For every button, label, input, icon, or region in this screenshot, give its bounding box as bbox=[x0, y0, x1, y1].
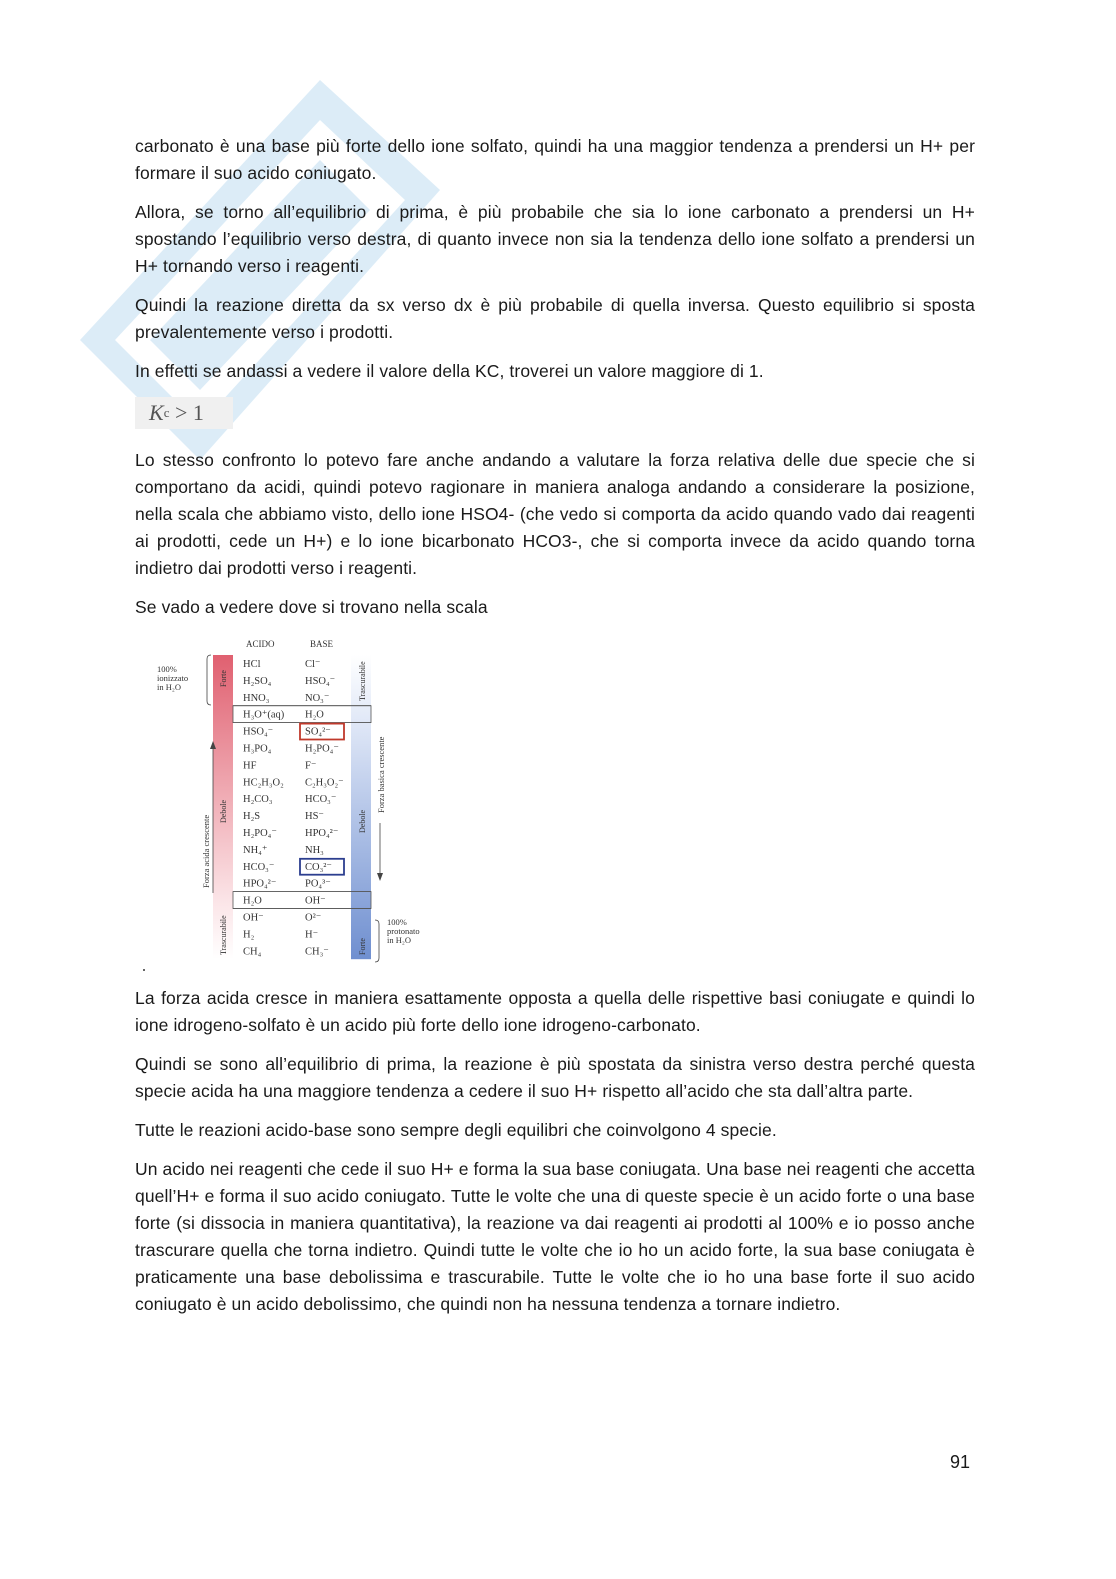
base-species: H₂PO₄⁻ bbox=[305, 743, 339, 755]
acid-base-scale-figure bbox=[143, 633, 443, 971]
acid-species: H₂ bbox=[243, 929, 255, 941]
paragraph: Quindi se sono all’equilibrio di prima, la reazione è più spostata da sinistra verso destra perché questa specie acida ha una maggiore tendenza a cedere il suo H+ rispetto all’acido che sta dall’altra parte. bbox=[135, 1054, 975, 1101]
figure-caption-dot bbox=[143, 969, 145, 971]
acid-weak-label: Debole bbox=[219, 799, 228, 823]
acid-species: HNO₃ bbox=[243, 692, 270, 704]
acid-species: H₂S bbox=[243, 811, 261, 823]
base-negligible-label: Trascurabile bbox=[358, 661, 367, 701]
left-note-line: ionizzato bbox=[157, 673, 189, 683]
paragraph: Se vado a vedere dove si trovano nella scala bbox=[135, 597, 488, 617]
right-brace bbox=[375, 920, 379, 962]
paragraph: La forza acida cresce in maniera esattamente opposta a quella delle rispettive basi coniugate e quindi lo ione idrogeno-solfato è un acido più forte dello ione idrogeno-carbonato. bbox=[135, 988, 975, 1035]
base-species: HSO₄⁻ bbox=[305, 675, 336, 687]
acid-species: HCl bbox=[243, 659, 261, 670]
base-strong-label: Forte bbox=[358, 938, 367, 955]
base-arrow-head bbox=[377, 873, 383, 881]
acid-species: H₂PO₄⁻ bbox=[243, 828, 277, 839]
base-species: PO₄³⁻ bbox=[305, 878, 331, 890]
base-species: H₂O bbox=[305, 709, 324, 721]
base-species: C₂H₃O₂⁻ bbox=[305, 777, 344, 789]
acid-species: HF bbox=[243, 760, 257, 772]
acid-species: H₃O⁺(aq) bbox=[243, 709, 285, 721]
paragraph: In effetti se andassi a vedere il valore della KC, troverei un valore maggiore di 1. bbox=[135, 361, 764, 381]
right-note-line: 100% bbox=[387, 917, 407, 927]
paragraph: Un acido nei reagenti che cede il suo H+ e forma la sua base coniugata. Una base nei reagenti che accetta quell’H+ e forma il suo acido coniugato. Tutte le volte che una di queste specie è un acido forte o una base forte (si dissocia in maniera quantitativa), la reazione va dai reagenti ai prodotti al 100% e io posso anche trascurare quella che torna indietro. Quindi tutte le volte che io ho un acido forte, la sua base coniugata è praticamente una base debolissima e trascurabile. Tutte le volte che io ho una base forte il suo acido coniugato è un acido debolissimo, che quindi non ha nessuna tendenza a tornare indietro. bbox=[135, 1159, 975, 1314]
header-base: BASE bbox=[310, 639, 334, 649]
base-axis-label: Forza basica crescente bbox=[376, 736, 386, 813]
base-species: CO₃²⁻ bbox=[305, 861, 332, 873]
base-species: O²⁻ bbox=[305, 912, 322, 924]
acid-species: H₂CO₃ bbox=[243, 794, 273, 806]
kc-symbol: K bbox=[149, 400, 164, 425]
left-brace bbox=[207, 655, 211, 705]
document-body bbox=[135, 133, 975, 1330]
acid-species: HCO₃⁻ bbox=[243, 861, 275, 873]
base-species: NO₃⁻ bbox=[305, 692, 330, 704]
paragraph: carbonato è una base più forte dello ione solfato, quindi ha una maggior tendenza a prendersi un H+ per formare il suo acido coniugato. bbox=[135, 136, 975, 183]
base-species: F⁻ bbox=[305, 760, 317, 772]
header-acid: ACIDO bbox=[246, 639, 275, 649]
acid-species: NH₄⁺ bbox=[243, 844, 268, 856]
kc-relation: > 1 bbox=[174, 400, 204, 425]
paragraph: Quindi la reazione diretta da sx verso dx è più probabile di quella inversa. Questo equilibrio si sposta prevalentemente verso i prodotti. bbox=[135, 295, 975, 342]
acid-base-scale-svg bbox=[143, 633, 443, 969]
left-note-line: 100% bbox=[157, 664, 177, 674]
paragraph: Allora, se torno all’equilibrio di prima, è più probabile che sia lo ione carbonato a prendersi un H+ spostando l’equilibrio verso destra, di quanto invece non sia la tendenza dello ione solfato a prendersi un H+ tornando verso i reagenti. bbox=[135, 202, 975, 276]
acid-species: H₂SO₄ bbox=[243, 675, 272, 687]
left-note-line: in H₂O bbox=[157, 682, 181, 692]
base-species: SO₄²⁻ bbox=[305, 726, 331, 738]
right-note-line: in H₂O bbox=[387, 935, 411, 945]
paragraph: Tutte le reazioni acido-base sono sempre degli equilibri che coinvolgono 4 specie. bbox=[135, 1120, 777, 1140]
base-species: HS⁻ bbox=[305, 811, 324, 823]
paragraph: Lo stesso confronto lo potevo fare anche andando a valutare la forza relativa delle due specie che si comportano da acidi, quindi potevo ragionare in maniera analoga andando a considerare la posizione, nella scala che abbiamo visto, dello ione HSO4- (che vedo si comporta da acido quando vado dai reagenti ai prodotti, cede un H+) e lo ione bicarbonato HCO3-, che si comporta invece da acido quando torna indietro dai prodotti verso i reagenti. bbox=[135, 450, 975, 578]
base-species: CH₃⁻ bbox=[305, 946, 329, 958]
right-note-line: protonato bbox=[387, 926, 420, 936]
acid-species: H₃PO₄ bbox=[243, 743, 272, 755]
base-species: OH⁻ bbox=[305, 895, 326, 907]
acid-strong-label: Forte bbox=[219, 670, 228, 687]
base-species: Cl⁻ bbox=[305, 659, 321, 670]
acid-species: HC₂H₃O₂ bbox=[243, 777, 284, 789]
acid-species: OH⁻ bbox=[243, 912, 264, 924]
base-species: HCO₃⁻ bbox=[305, 794, 337, 806]
acid-species: HSO₄⁻ bbox=[243, 726, 274, 738]
page-number: 91 bbox=[950, 1452, 971, 1472]
kc-formula bbox=[135, 397, 233, 429]
acid-species: HPO₄²⁻ bbox=[243, 878, 277, 890]
kc-subscript: c bbox=[163, 405, 170, 420]
base-species: H⁻ bbox=[305, 929, 319, 941]
acid-species: H₂O bbox=[243, 895, 262, 907]
base-species: NH₃ bbox=[305, 844, 324, 856]
acid-species: CH₄ bbox=[243, 946, 262, 958]
base-weak-label: Debole bbox=[358, 809, 367, 833]
acid-negligible-label: Trascurabile bbox=[219, 915, 228, 955]
base-species: HPO₄²⁻ bbox=[305, 828, 339, 839]
acid-axis-label: Forza acida crescente bbox=[201, 814, 211, 888]
